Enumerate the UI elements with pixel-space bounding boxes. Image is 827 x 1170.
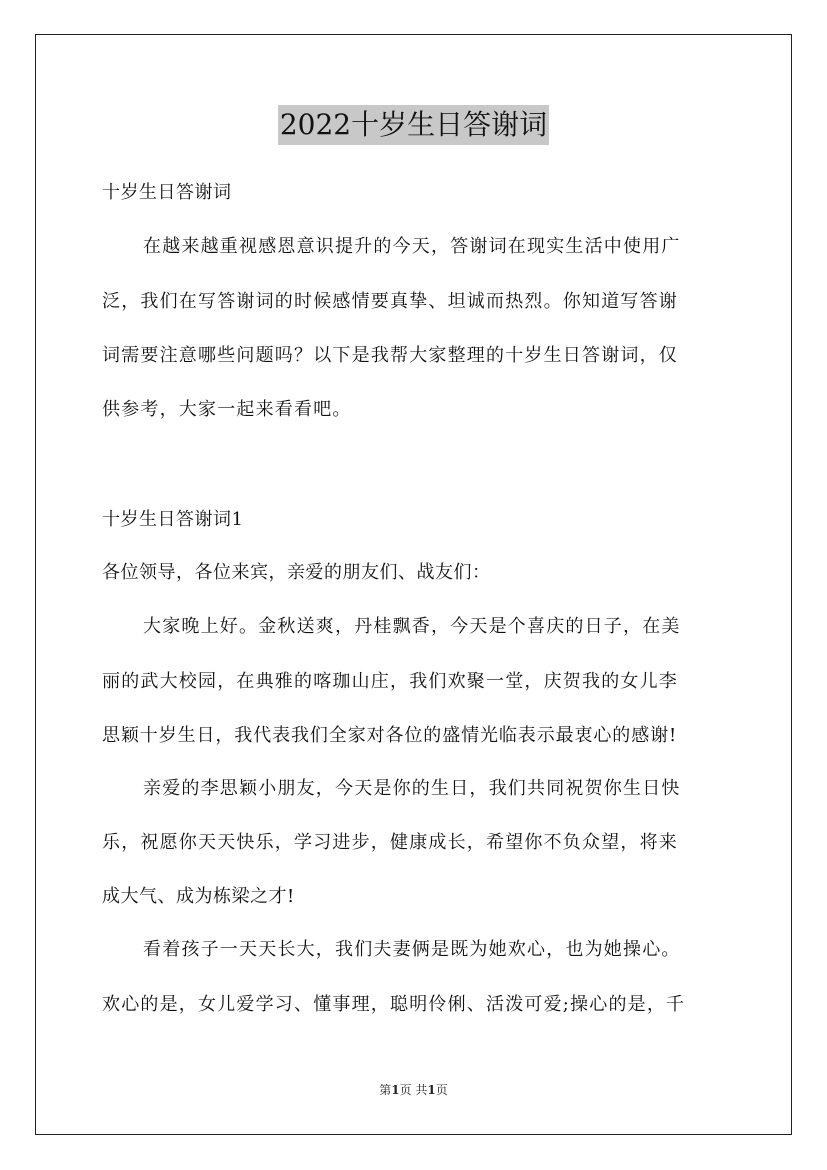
paragraph-line: 成大气、成为栋梁之才! xyxy=(102,886,295,907)
paragraph-line: 思颖十岁生日，我代表我们全家对各位的盛情光临表示最衷心的感谢! xyxy=(102,725,678,746)
footer-page-current: 1 xyxy=(391,1083,400,1097)
paragraph-line: 看着孩子一天天长大，我们夫妻俩是既为她欢心，也为她操心。 xyxy=(143,939,681,960)
intro-line: 供参考，大家一起来看看吧。 xyxy=(102,399,352,420)
document-title xyxy=(0,103,827,145)
footer-page-total: 1 xyxy=(427,1083,436,1097)
greeting-line: 各位领导，各位来宾，亲爱的朋友们、战友们： xyxy=(102,562,491,583)
paragraph-line: 丽的武大校园，在典雅的喀珈山庄，我们欢聚一堂，庆贺我的女儿李 xyxy=(102,671,678,692)
paragraph-line: 大家晚上好。金秋送爽，丹桂飘香，今天是个喜庆的日子，在美 xyxy=(143,616,681,637)
footer-page-mid: 页 共 xyxy=(399,1083,428,1097)
intro-heading: 十岁生日答谢词 xyxy=(102,182,232,203)
footer-page-suffix: 页 xyxy=(435,1083,448,1097)
footer-page-prefix: 第 xyxy=(379,1083,392,1097)
intro-line: 在越来越重视感恩意识提升的今天，答谢词在现实生活中使用广 xyxy=(143,236,681,257)
section-heading: 十岁生日答谢词1 xyxy=(102,509,244,530)
intro-line: 词需要注意哪些问题吗？以下是我帮大家整理的十岁生日答谢词，仅 xyxy=(102,345,678,366)
page-footer xyxy=(0,1082,827,1098)
paragraph-line: 欢心的是，女儿爱学习、懂事理，聪明伶俐、活泼可爱;操心的是，千 xyxy=(102,994,686,1015)
paragraph-line: 乐，祝愿你天天快乐，学习进步，健康成长，希望你不负众望，将来 xyxy=(102,832,678,853)
intro-line: 泛，我们在写答谢词的时候感情要真挚、坦诚而热烈。你知道写答谢 xyxy=(102,291,678,312)
paragraph-line: 亲爱的李思颖小朋友，今天是你的生日，我们共同祝贺你生日快 xyxy=(143,778,681,799)
document-title-text: 2022十岁生日答谢词 xyxy=(278,105,549,145)
